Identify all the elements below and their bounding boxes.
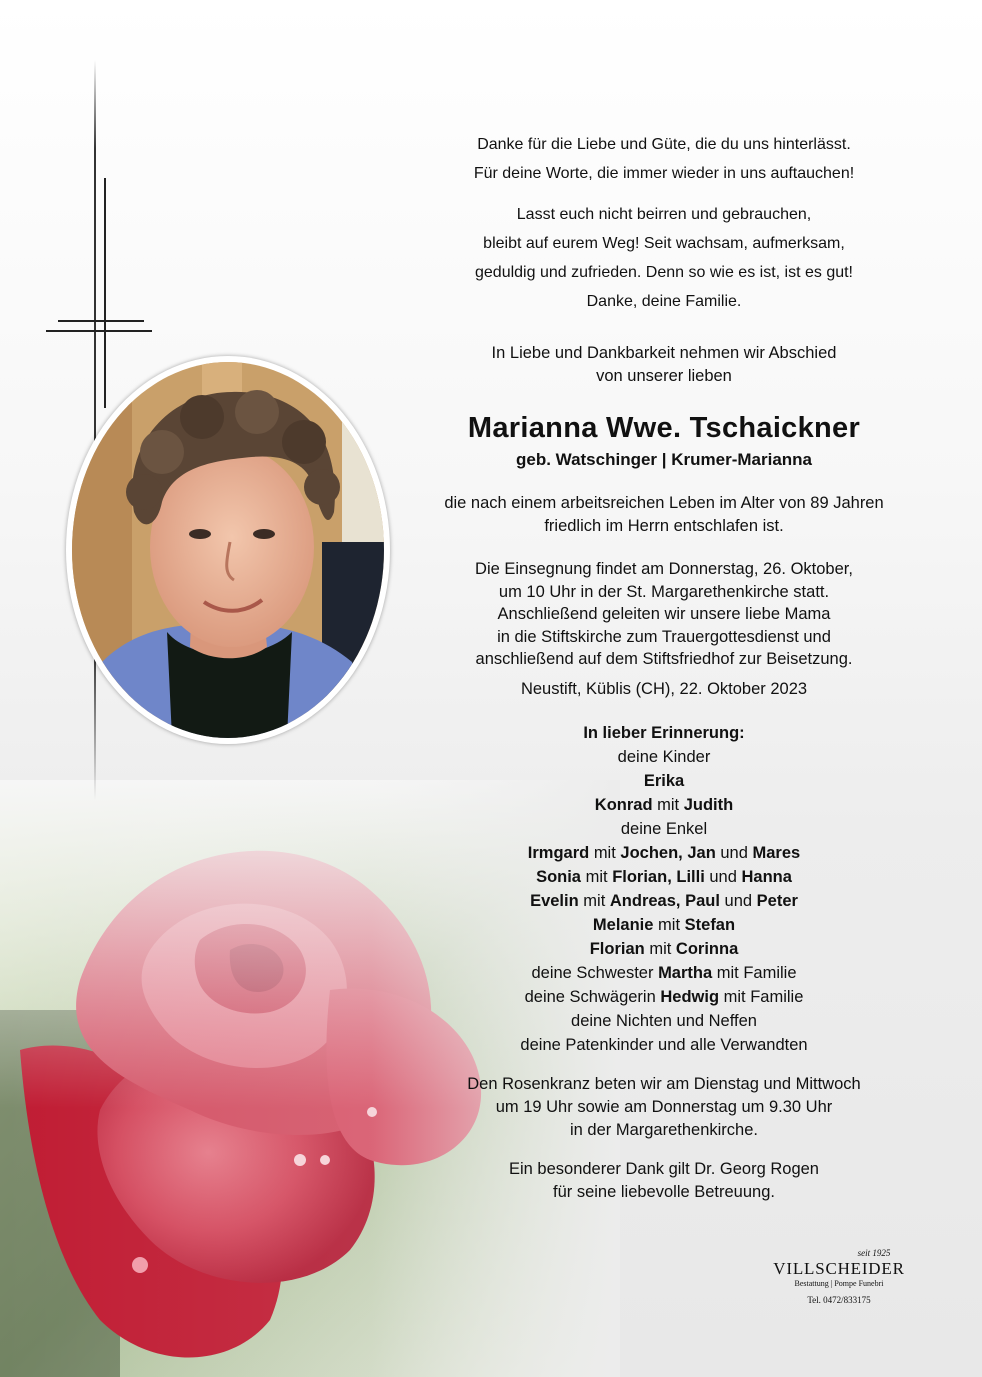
quote-line: geduldig und zufrieden. Denn so wie es ist, ist es gut! xyxy=(475,264,853,281)
memory-person: Judith xyxy=(683,795,734,814)
rosary-line: Den Rosenkranz beten wir am Dienstag und Mittwoch xyxy=(467,1074,861,1093)
memory-person: Sonia xyxy=(536,867,581,886)
quote-line: bleibt auf eurem Weg! Seit wachsam, aufmerksam, xyxy=(483,235,845,252)
cross-horizontal-line-upper xyxy=(58,320,144,322)
funeral-details xyxy=(420,558,908,671)
memory-connector: und xyxy=(709,867,737,886)
memory-person: Evelin xyxy=(530,891,579,910)
memory-person: Martha xyxy=(658,963,713,982)
memory-person: Corinna xyxy=(675,939,739,958)
memory-person: Irmgard xyxy=(527,843,590,862)
portrait-photo xyxy=(72,362,384,738)
funeral-home-logo xyxy=(764,1248,914,1307)
thanks-line: für seine liebevolle Betreuung. xyxy=(553,1182,775,1201)
memory-person: Andreas, Paul xyxy=(609,891,720,910)
memory-entry xyxy=(420,865,908,889)
life-line: friedlich im Herrn entschlafen ist. xyxy=(544,517,784,535)
quote-line: Für deine Worte, die immer wieder in uns auftauchen! xyxy=(473,165,855,182)
memory-label: deine Patenkinder und alle Verwandten xyxy=(520,1035,808,1054)
memory-person: Hedwig xyxy=(660,987,720,1006)
funeral-line: Anschließend geleiten wir unsere liebe Mama xyxy=(497,605,831,623)
memory-connector: und xyxy=(720,843,748,862)
memory-person: Erika xyxy=(643,771,685,790)
deceased-birth-name: geb. Watschinger | Krumer-Marianna xyxy=(515,450,812,469)
memory-entry xyxy=(420,937,908,961)
logo-subtitle: Bestattung | Pompe Funebri xyxy=(794,1279,884,1288)
life-statement xyxy=(420,492,908,538)
rosary-info xyxy=(420,1073,908,1142)
memory-person: Melanie xyxy=(592,915,654,934)
memory-label: deine Enkel xyxy=(620,819,708,838)
quote-line: Lasst euch nicht beirren und gebrauchen, xyxy=(516,206,812,223)
memory-person: Jochen, Jan xyxy=(620,843,716,862)
memory-entry xyxy=(420,961,908,985)
logo-brand: VILLSCHEIDER xyxy=(773,1259,905,1278)
quote-signature: Danke, deine Familie. xyxy=(586,293,742,310)
intro-line: von unserer lieben xyxy=(596,367,732,385)
memory-relation: deine Schwester xyxy=(531,963,654,982)
memory-connector: mit xyxy=(658,915,681,934)
funeral-line: in die Stiftskirche zum Trauergottesdienst und xyxy=(497,627,831,646)
memory-entry xyxy=(420,985,908,1009)
memory-person: Konrad xyxy=(594,795,653,814)
memory-person: Florian xyxy=(589,939,645,958)
memory-relation: mit Familie xyxy=(723,987,804,1006)
memory-person: Stefan xyxy=(684,915,736,934)
funeral-line: Die Einsegnung findet am Donnerstag, 26. Oktober, xyxy=(475,560,853,578)
deceased-name: Marianna Wwe. Tschaickner xyxy=(467,412,861,444)
memory-relation: mit Familie xyxy=(716,963,797,982)
memory-connector: mit xyxy=(649,939,672,958)
logo-phone: Tel. 0472/833175 xyxy=(807,1295,871,1305)
rosary-line: in der Margarethenkirche. xyxy=(569,1120,758,1139)
memory-person: Hanna xyxy=(741,867,792,886)
cross-horizontal-line xyxy=(46,330,152,332)
memory-connector: und xyxy=(724,891,753,910)
memory-entry xyxy=(420,889,908,913)
portrait-frame xyxy=(66,356,390,744)
memory-label: deine Nichten und Neffen xyxy=(571,1011,757,1030)
memory-connector: mit xyxy=(657,795,680,814)
memory-label: deine Kinder xyxy=(617,747,711,766)
funeral-line: anschließend auf dem Stiftsfriedhof zur Beisetzung. xyxy=(475,650,853,668)
life-line: die nach einem arbeitsreichen Leben im Alter von 89 Jahren xyxy=(444,494,884,512)
funeral-line: um 10 Uhr in der St. Margarethenkirche statt. xyxy=(498,582,830,601)
quote-line: Danke für die Liebe und Güte, die du uns hinterlässt. xyxy=(477,136,851,153)
obituary-text xyxy=(420,130,908,1204)
intro-line: In Liebe und Dankbarkeit nehmen wir Abschied xyxy=(491,344,837,362)
memory-connector: mit xyxy=(583,891,606,910)
memory-person: Mares xyxy=(752,843,801,862)
memory-list xyxy=(420,721,908,1057)
logo-since: seit 1925 xyxy=(857,1248,891,1258)
intro xyxy=(420,342,908,388)
memory-person: Peter xyxy=(756,891,798,910)
memory-connector: mit xyxy=(585,867,608,886)
place-date: Neustift, Küblis (CH), 22. Oktober 2023 xyxy=(520,679,808,698)
memory-connector: mit xyxy=(593,843,616,862)
memory-heading: In lieber Erinnerung: xyxy=(583,723,745,742)
memory-person: Florian, Lilli xyxy=(612,867,705,886)
rosary-line: um 19 Uhr sowie am Donnerstag um 9.30 Uhr xyxy=(495,1097,833,1116)
memory-entry xyxy=(420,793,908,817)
thanks-line: Ein besonderer Dank gilt Dr. Georg Rogen xyxy=(508,1159,819,1178)
quote-block xyxy=(420,200,908,316)
memory-entry xyxy=(420,841,908,865)
thanks-note xyxy=(420,1158,908,1204)
memory-relation: deine Schwägerin xyxy=(524,987,656,1006)
memory-entry xyxy=(420,913,908,937)
quote-block xyxy=(420,130,908,188)
